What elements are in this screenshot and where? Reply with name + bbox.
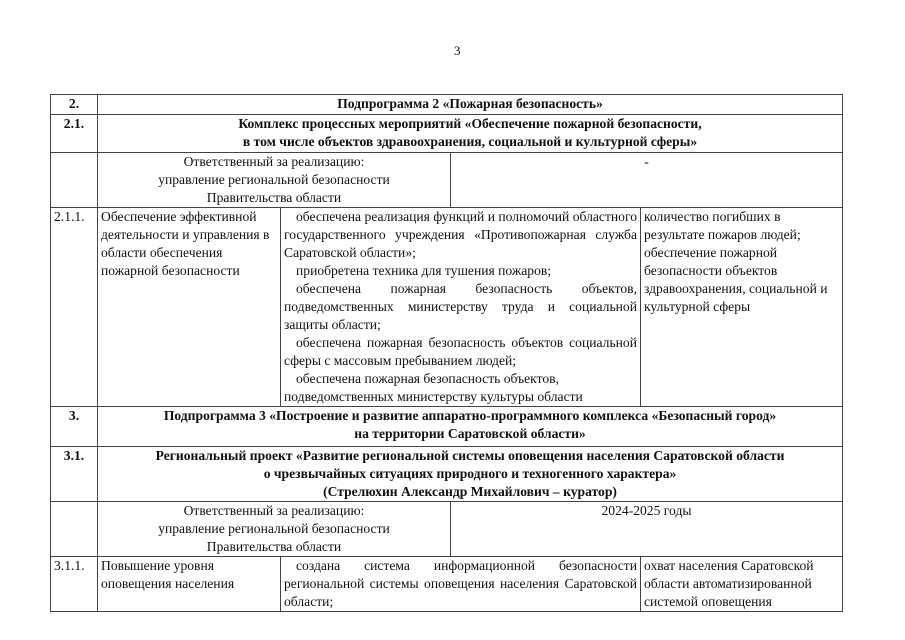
title-line: на территории Саратовской области»	[354, 426, 586, 441]
task-3-1-1-row	[51, 557, 843, 612]
responsible-line: управление региональной безопасности	[158, 521, 390, 536]
task-2-1-1-row	[51, 208, 843, 407]
subprogram-2-row	[51, 95, 843, 115]
page-number: 3	[454, 43, 461, 58]
subprogram-title	[98, 407, 843, 447]
project-title	[98, 447, 843, 502]
result-item: создана система информационной безопасности региональной системы оповещения населения Саратовской области;	[284, 558, 637, 609]
task-cell: Обеспечение эффективной деятельности и управления в области обеспечения пожарной безопасности	[98, 208, 281, 407]
period-cell: -	[451, 153, 843, 208]
title-line: Комплекс процессных мероприятий «Обеспечение пожарной безопасности,	[238, 116, 702, 131]
responsible-row	[51, 153, 843, 208]
result-item: обеспечена пожарная безопасность объектов, подведомственных министерству культуры области	[284, 371, 583, 404]
title-line: (Стрелюхин Александр Михайлович – куратор)	[323, 484, 617, 499]
title-line: Подпрограмма 3 «Построение и развитие аппаратно-программного комплекса «Безопасный город»	[163, 408, 777, 423]
indicator-item: обеспечение пожарной безопасности объектов здравоохранения, социальной и культурной сферы	[644, 245, 828, 314]
project-3-1-row	[51, 447, 843, 502]
row-number: 2.1.	[51, 115, 98, 153]
period-cell: 2024-2025 годы	[451, 502, 843, 557]
responsible-cell	[98, 153, 451, 208]
responsible-cell	[98, 502, 451, 557]
responsible-row	[51, 502, 843, 557]
results-cell	[281, 557, 641, 612]
result-item: обеспечена реализация функций и полномочий областного государственного учреждения «Противопожарная служба Саратовской области»;	[284, 209, 637, 260]
responsible-line: Правительства области	[206, 190, 342, 205]
results-cell	[281, 208, 641, 407]
result-item: обеспечена пожарная безопасность объектов социальной сферы с массовым пребыванием людей;	[284, 335, 637, 368]
row-number: 3.1.	[51, 447, 98, 502]
subprogram-3-row	[51, 407, 843, 447]
row-number: 2.1.1.	[51, 208, 98, 407]
indicator-item: охват населения Саратовской области автоматизированной системой оповещения	[644, 558, 814, 609]
complex-title	[98, 115, 843, 153]
row-number: 2.	[51, 95, 98, 115]
task-cell: Повышение уровня оповещения населения	[98, 557, 281, 612]
responsible-line: Ответственный за реализацию:	[183, 154, 365, 169]
row-number: 3.1.1.	[51, 557, 98, 612]
responsible-line: управление региональной безопасности	[158, 172, 390, 187]
responsible-line: Ответственный за реализацию:	[183, 503, 365, 518]
empty-cell	[51, 153, 98, 208]
indicator-item: количество погибших в результате пожаров людей;	[644, 209, 801, 242]
indicators-cell	[641, 208, 843, 407]
title-line: в том числе объектов здравоохранения, социальной и культурной сферы»	[242, 134, 698, 149]
responsible-line: Правительства области	[206, 539, 342, 554]
title-line: Региональный проект «Развитие региональной системы оповещения населения Саратовской области	[155, 448, 785, 463]
subprogram-title: Подпрограмма 2 «Пожарная безопасность»	[98, 95, 843, 115]
empty-cell	[51, 502, 98, 557]
indicators-cell	[641, 557, 843, 612]
row-number: 3.	[51, 407, 98, 447]
result-item: обеспечена пожарная безопасность объектов, подведомственных министерству труда и социальной защиты области;	[284, 281, 637, 332]
complex-2-1-row	[51, 115, 843, 153]
title-line: о чрезвычайных ситуациях природного и техногенного характера»	[263, 466, 677, 481]
program-table	[50, 94, 843, 612]
result-item: приобретена техника для тушения пожаров;	[296, 263, 552, 278]
